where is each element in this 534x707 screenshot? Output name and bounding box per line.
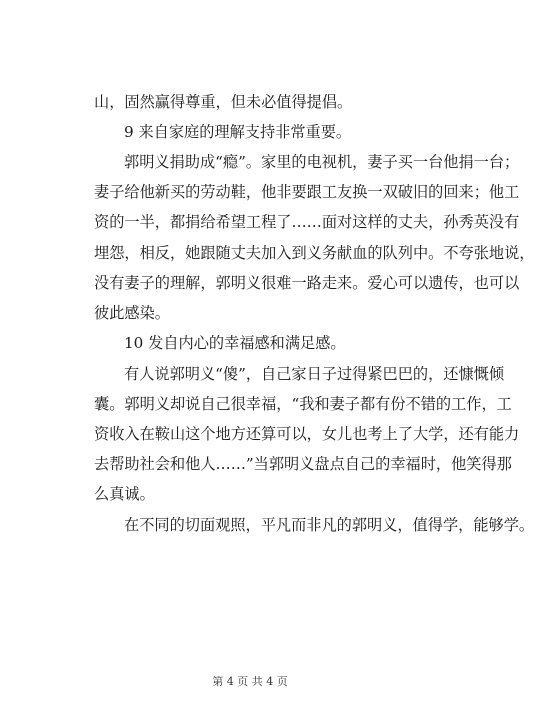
text-line: 去帮助社会和他人……”当郭明义盘点自己的幸福时，他笑得那 <box>94 455 512 473</box>
text-line: 资的一半，都捐给希望工程了……面对这样的丈夫，孙秀英没有 <box>94 213 520 231</box>
text-line: 囊。郭明义却说自己很幸福，“我和妻子都有份不错的工作，工 <box>94 395 512 413</box>
text-line: 山，固然赢得尊重，但未必值得提倡。 <box>94 93 353 111</box>
text-line: 么真诚。 <box>94 485 155 503</box>
section-heading: 10 发自内心的幸福感和满足感。 <box>124 334 346 352</box>
text-line: 没有妻子的理解，郭明义很难一路走来。爱心可以遗传，也可以 <box>94 274 520 292</box>
text-line: 资收入在鞍山这个地方还算可以，女儿也考上了大学，还有能力 <box>94 425 520 443</box>
text-line: 郭明义捐助成“瘾”。家里的电视机，妻子买一台他捐一台； <box>124 153 520 171</box>
section-heading: 9 来自家庭的理解支持非常重要。 <box>124 123 352 141</box>
text-line: 有人说郭明义“傻”，自己家日子过得紧巴巴的，还慷慨倾 <box>124 365 505 383</box>
text-line: 妻子给他新买的劳动鞋，他非要跟工友换一双破旧的回来；他工 <box>94 183 520 201</box>
closing-line: 在不同的切面观照，平凡而非凡的郭明义，值得学，能够学。 <box>124 516 534 534</box>
text-line: 彼此感染。 <box>94 304 170 322</box>
page-footer: 第 4 页 共 4 页 <box>212 675 288 688</box>
text-line: 埋怨，相反，她跟随丈夫加入到义务献血的队列中。不夸张地说， <box>94 244 534 262</box>
